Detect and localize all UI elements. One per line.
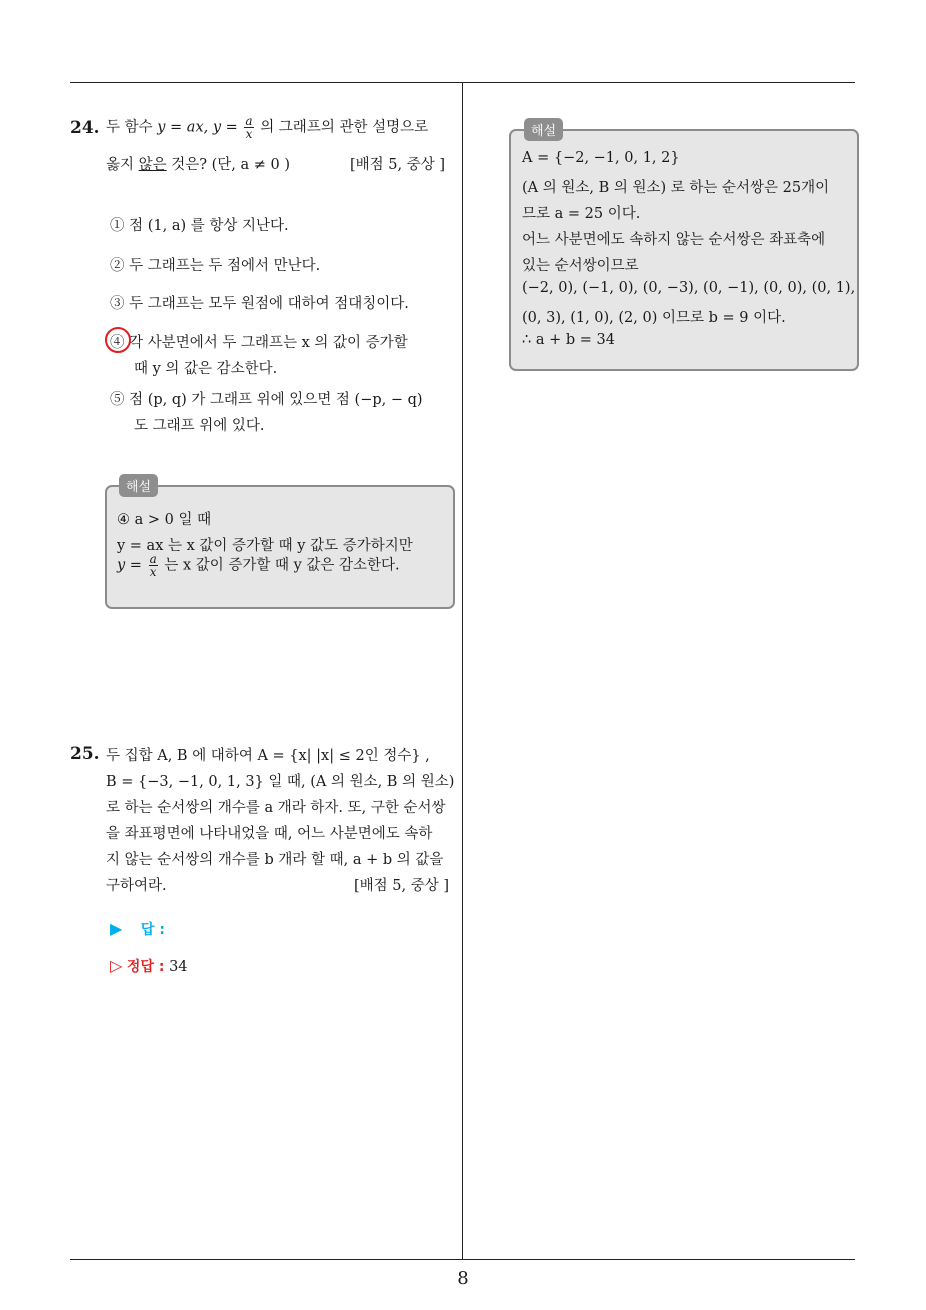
sol-line-4: 어느 사분면에도 속하지 않는 순서쌍은 좌표축에	[522, 232, 826, 248]
question-number: 25.	[70, 744, 100, 764]
q24-sol-line2: y = ax 는 x 값이 증가할 때 y 값도 증가하지만	[117, 538, 413, 554]
bottom-rule	[70, 1259, 855, 1260]
solution-tag: 해설	[524, 118, 563, 141]
q25-line4: 을 좌표평면에 나타내었을 때, 어느 사분면에도 속하	[106, 826, 433, 842]
option-4-cont: 때 y 의 값은 감소한다.	[134, 361, 278, 377]
question-24	[70, 118, 100, 138]
outline-arrow-icon: ▷	[110, 956, 123, 975]
q24-score: [배점 5, 중상 ]	[350, 157, 446, 173]
sol-line-1: A = {−2, −1, 0, 1, 2}	[522, 150, 680, 166]
sol-line-6: (−2, 0), (−1, 0), (0, −3), (0, −1), (0, 0), (0, 1),	[522, 280, 856, 296]
question-number: 24.	[70, 118, 100, 138]
sol-line-3: 므로 a = 25 이다.	[522, 206, 641, 222]
play-arrow-icon: ▶	[110, 919, 123, 938]
q25-line6: 구하여라.	[106, 878, 167, 894]
sol-line-2: (A 의 원소, B 의 원소) 로 하는 순서쌍은 25개이	[522, 180, 830, 196]
answer-row[interactable]	[110, 919, 165, 939]
underlined-word: 않은	[138, 157, 167, 173]
sol-line-8: ∴ a + b = 34	[522, 332, 615, 348]
q24-sol-line3: y = $\frac{a}{x}$ 는 x 값이 증가할 때 y 값은 감소한다.	[117, 552, 400, 579]
fraction-a-over-x: $\frac{a}{x}$	[149, 552, 157, 579]
solution-tag: 해설	[119, 474, 158, 497]
question-25	[70, 744, 100, 764]
page-number: 8	[457, 1268, 469, 1289]
correct-answer-row	[110, 956, 188, 976]
q25-line5: 지 않는 순서쌍의 개수를 b 개라 할 때, a + b 의 값을	[106, 852, 444, 868]
q24-sol-line1: ④ a > 0 일 때	[117, 512, 212, 528]
option-2[interactable]: ② 두 그래프는 두 점에서 만난다.	[110, 258, 321, 274]
q24-stem-line1: 두 함수 y = ax, y = $\frac{a}{x}$ 의 그래프의 관한 설명으로	[106, 114, 429, 141]
correct-value: 34	[169, 959, 188, 975]
option-4[interactable]: ④ 각 사분면에서 두 그래프는 x 의 값이 증가할	[110, 335, 408, 351]
option-3[interactable]: ③ 두 그래프는 모두 원점에 대하여 점대칭이다.	[110, 296, 409, 312]
correct-label: 정답 :	[126, 959, 165, 975]
q25-score: [배점 5, 중상 ]	[354, 878, 450, 894]
q25-line3: 로 하는 순서쌍의 개수를 a 개라 하자. 또, 구한 순서쌍	[106, 800, 446, 816]
answer-label: 답 :	[140, 922, 165, 938]
q24-stem-line2: 옳지 않은 것은? (단, a ≠ 0 )	[106, 157, 291, 173]
q25-line2: B = {−3, −1, 0, 1, 3} 일 때, (A 의 원소, B 의 원소)	[106, 774, 455, 790]
option-5-cont: 도 그래프 위에 있다.	[134, 418, 265, 434]
sol-line-5: 있는 순서쌍이므로	[522, 258, 639, 274]
option-1[interactable]: ① 점 (1, a) 를 항상 지난다.	[110, 218, 289, 234]
column-divider	[462, 82, 463, 1260]
q25-line1: 두 집합 A, B 에 대하여 A = {x| |x| ≤ 2인 정수} ,	[106, 748, 430, 764]
option-5[interactable]: ⑤ 점 (p, q) 가 그래프 위에 있으면 점 (−p, − q)	[110, 392, 423, 408]
fraction-a-over-x: $\frac{a}{x}$	[245, 114, 253, 141]
sol-line-7: (0, 3), (1, 0), (2, 0) 이므로 b = 9 이다.	[522, 310, 786, 326]
